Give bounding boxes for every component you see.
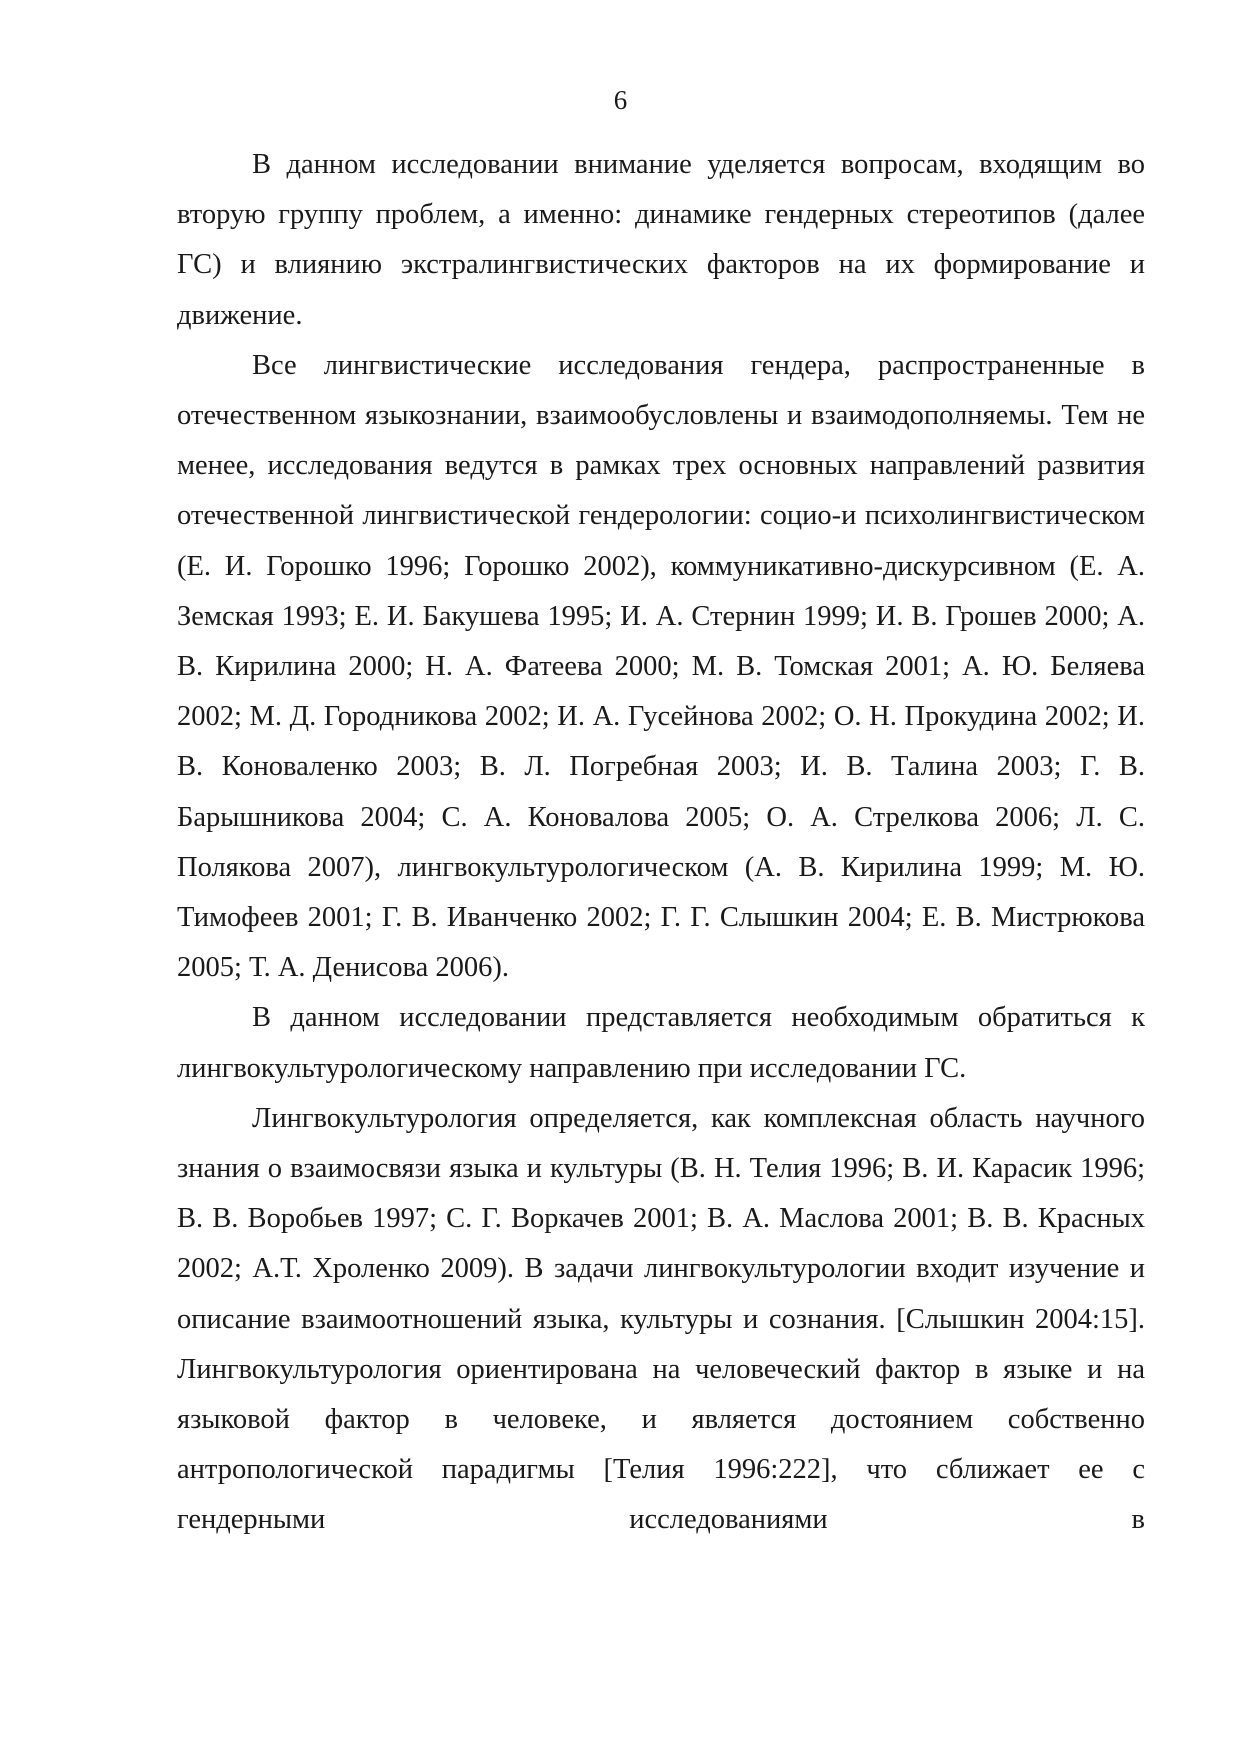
paragraph-2: Все лингвистические исследования гендера, распространенные в отечественном языкознании, взаимообусловлены и взаимодополняемы. Тем не менее, исследования ведутся в рамках трех основных направлений развития отечественной лингвистической гендерологии: социо-и психолингвистическом (Е. И. Горошко 1996; Горошко 2002), коммуникативно-дискурсивном (Е. А. Земская 1993; Е. И. Бакушева 1995; И. А. Стернин 1999; И. В. Грошев 2000; А. В. Кирилина 2000; Н. А. Фатеева 2000; М. В. Томская 2001; А. Ю. Беляева 2002; М. Д. Городникова 2002; И. А. Гусейнова 2002; О. Н. Прокудина 2002; И. В. Коноваленко 2003; В. Л. Погребная 2003; И. В. Талина 2003; Г. В. Барышникова 2004; С. А. Коновалова 2005; О. А. Стрелкова 2006; Л. С. Полякова 2007), лингвокультурологическом (А. В. Кирилина 1999; М. Ю. Тимофеев 2001; Г. В. Иванченко 2002; Г. Г. Слышкин 2004; Е. В. Мистрюкова 2005; Т. А. Денисова 2006). [177, 349, 1145, 984]
paragraph-3: В данном исследовании представляется необходимым обратиться к лингвокультурологическому направлению при исследовании ГС. [177, 1002, 1145, 1084]
page-number: 6 [613, 85, 628, 115]
paragraph-1: В данном исследовании внимание уделяется вопросам, входящим во вторую группу проблем, а именно: динамике гендерных стереотипов (далее ГС) и влиянию экстралингвистических факторов на их формирование и движение. [177, 149, 1145, 331]
paragraph-4: Лингвокультурология определяется, как комплексная область научного знания о взаимосвязи языка и культуры (В. Н. Телия 1996; В. И. Карасик 1996; В. В. Воробьев 1997; С. Г. Воркачев 2001; В. А. Маслова 2001; В. В. Красных 2002; А.Т. Хроленко 2009). В задачи лингвокультурологии входит изучение и описание взаимоотношений языка, культуры и сознания. [Слышкин 2004:15]. Лингвокультурология ориентирована на человеческий фактор в языке и на языковой фактор в человеке, и является достоянием собственно антропологической парадигмы [Телия 1996:222], что сближает ее с гендерными исследованиями в [177, 1102, 1145, 1536]
document-body [177, 140, 1145, 1546]
